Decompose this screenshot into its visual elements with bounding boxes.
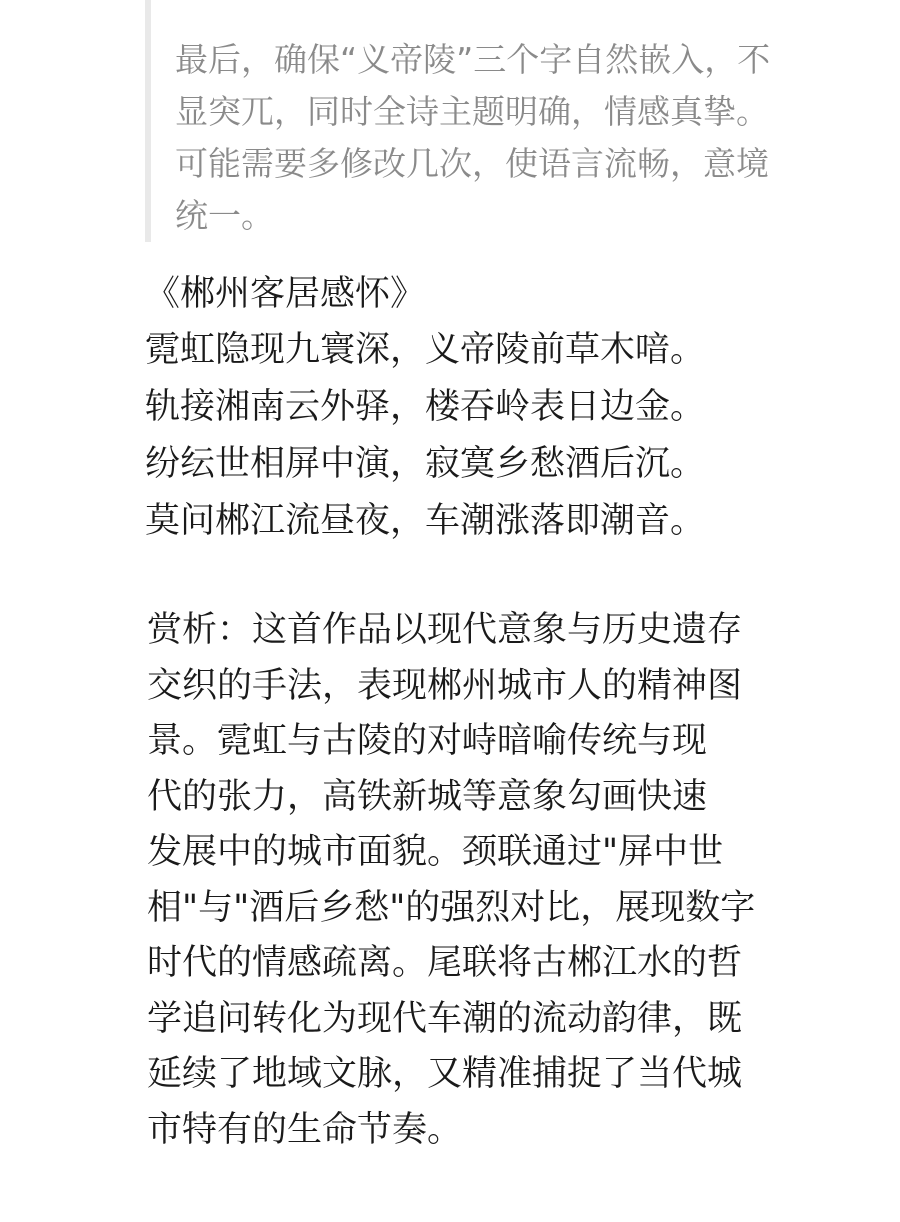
analysis-line: 延续了地域文脉，又精准捕捉了当代城 — [147, 1054, 743, 1094]
quote-text — [175, 34, 855, 242]
quote-line: 最后，确保“义帝陵”三个字自然嵌入，不 — [175, 40, 771, 79]
analysis-line: 发展中的城市面貌。颈联通过"屏中世 — [147, 832, 724, 872]
poem-line: 轨接湘南云外驿，楼吞岭表日边金。 — [145, 387, 706, 427]
quote-line: 可能需要多修改几次，使语言流畅，意境 — [175, 144, 769, 183]
poem-title: 《郴州客居感怀》 — [145, 274, 426, 314]
analysis-line: 学追问转化为现代车潮的流动韵律，既 — [147, 998, 743, 1039]
analysis-line: 相"与"酒后乡愁"的强烈对比，展现数字 — [147, 887, 756, 928]
analysis-line: 时代的情感疏离。尾联将古郴江水的哲 — [147, 943, 743, 983]
quote-line: 统一。 — [175, 196, 274, 235]
quote-line: 显突兀，同时全诗主题明确，情感真挚。 — [175, 92, 769, 131]
poem-line: 霓虹隐现九寰深，义帝陵前草木喑。 — [145, 330, 706, 370]
poem-line: 莫问郴江流昼夜，车潮涨落即潮音。 — [145, 501, 706, 541]
poem — [145, 266, 885, 550]
analysis-line: 交织的手法，表现郴州城市人的精神图 — [147, 665, 743, 706]
analysis-paragraph — [147, 603, 887, 1158]
analysis-line: 市特有的生命节奏。 — [147, 1109, 463, 1150]
analysis-line: 赏析：这首作品以现代意象与历史遗存 — [147, 610, 743, 650]
analysis-line: 景。霓虹与古陵的对峙暗喻传统与现 — [147, 721, 708, 761]
poem-line: 纷纭世相屏中演，寂寞乡愁酒后沉。 — [145, 444, 706, 484]
analysis-line: 代的张力，高铁新城等意象勾画快速 — [147, 776, 708, 817]
